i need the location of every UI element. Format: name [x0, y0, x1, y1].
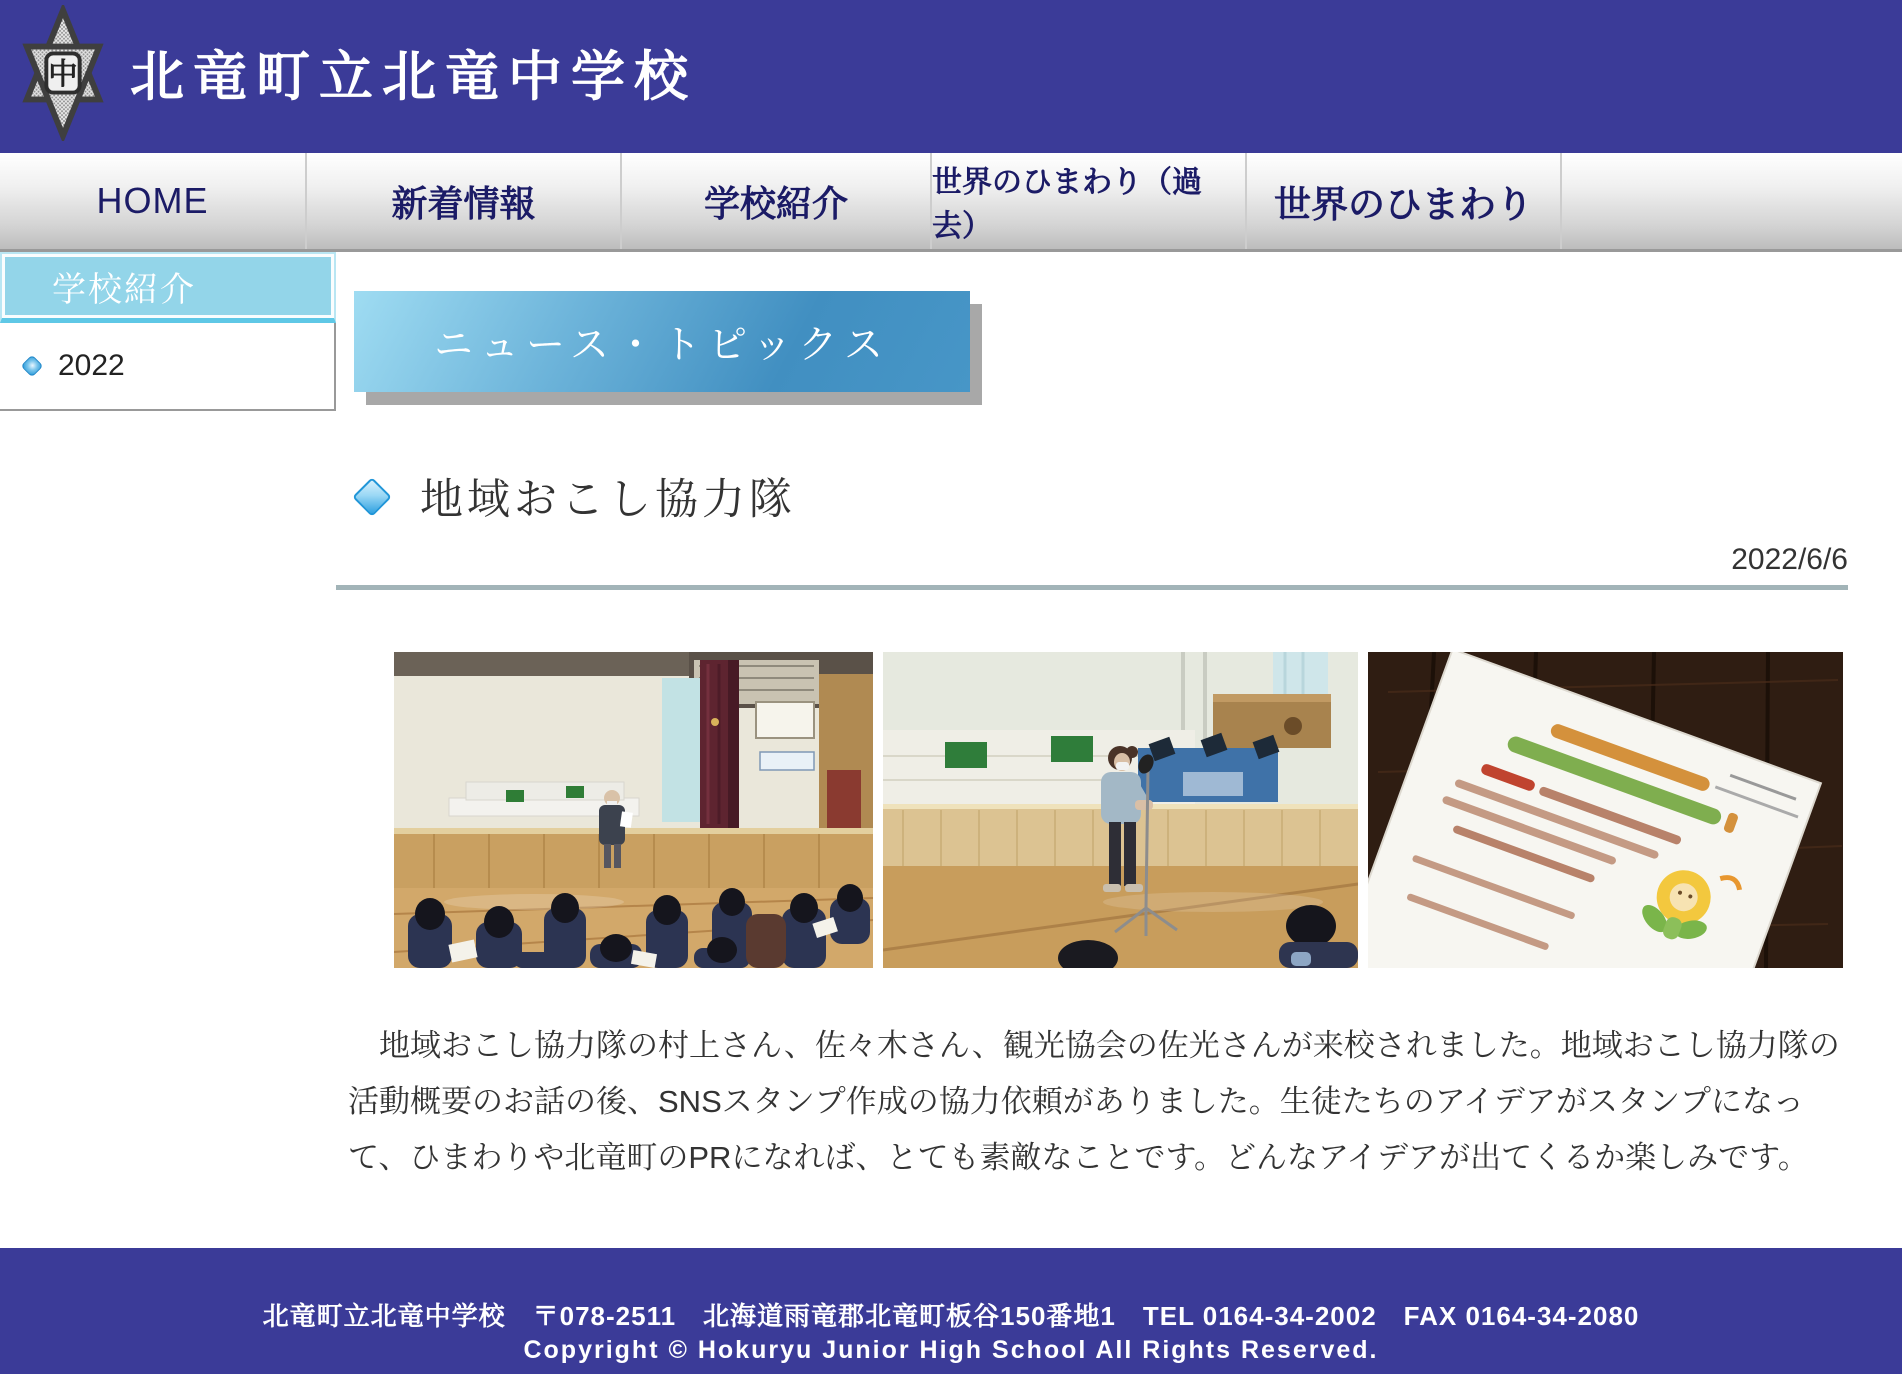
- article-date: 2022/6/6: [1731, 543, 1848, 576]
- footer-copyright: Copyright © Hokuryu Junior High School All Rights Reserved.: [523, 1336, 1379, 1364]
- main-area: [336, 252, 1902, 1248]
- speaker-at-microphone-photo: [883, 652, 1358, 968]
- sidebar: [0, 252, 336, 1248]
- sidebar-heading-school-intro[interactable]: 学校紹介: [0, 252, 336, 323]
- body-line: て、ひまわりや北竜町のPRになれば、とても素敵なことです。どんなアイデアが出てくるか楽しみです。: [348, 1140, 1809, 1175]
- nav-item-sunflowers[interactable]: 世界のひまわり: [1245, 153, 1560, 249]
- speaker-illustration: [883, 652, 1358, 968]
- article-body: [348, 1018, 1848, 1186]
- footer-address: 北竜町立北竜中学校 〒078-2511 北海道雨竜郡北竜町板谷150番地1 TEL 0164-34-2002 FAX 0164-34-2080: [262, 1301, 1640, 1331]
- banner-title: ニュース・トピックス: [354, 291, 970, 392]
- site-title: 北竜町立北竜中学校: [130, 47, 697, 107]
- school-crest-icon[interactable]: [14, 5, 112, 141]
- main-nav: [0, 153, 1902, 252]
- gym-assembly-wide-illustration: [394, 652, 873, 968]
- site-header: [0, 0, 1902, 153]
- nav-item-school-intro[interactable]: 学校紹介: [620, 153, 930, 249]
- article-header: [358, 466, 1902, 527]
- nav-item-home[interactable]: HOME: [96, 180, 209, 221]
- title-diamond-icon: [352, 477, 392, 517]
- flyer-illustration: [1368, 652, 1843, 968]
- sidebar-item-2022[interactable]: [0, 323, 336, 411]
- diamond-bullet-icon: [21, 355, 44, 378]
- svg-text:中: 中: [48, 57, 78, 91]
- news-topics-banner: [354, 291, 970, 392]
- content-row: [0, 252, 1902, 1248]
- gym-assembly-wide-photo: [394, 652, 873, 968]
- nav-item-news[interactable]: 新着情報: [305, 153, 620, 249]
- nav-item-sunflowers-past[interactable]: 世界のひまわり（過去）: [930, 153, 1245, 249]
- horizontal-rule: [336, 585, 1848, 590]
- sidebar-item-label: 2022: [58, 349, 125, 382]
- body-line: 活動概要のお話の後、SNSスタンプ作成の協力依頼がありました。生徒たちのアイデアがスタンプになっ: [348, 1084, 1804, 1119]
- line-stamp-flyer-photo: [1368, 652, 1843, 968]
- body-line: 地域おこし協力隊の村上さん、佐々木さん、観光協会の佐光さんが来校されました。地域おこし協力隊の: [348, 1028, 1840, 1063]
- site-footer: [0, 1248, 1902, 1374]
- photo-row: [394, 652, 1902, 968]
- article-title: 地域おこし協力隊: [420, 476, 796, 524]
- nav-filler: [1560, 153, 1902, 249]
